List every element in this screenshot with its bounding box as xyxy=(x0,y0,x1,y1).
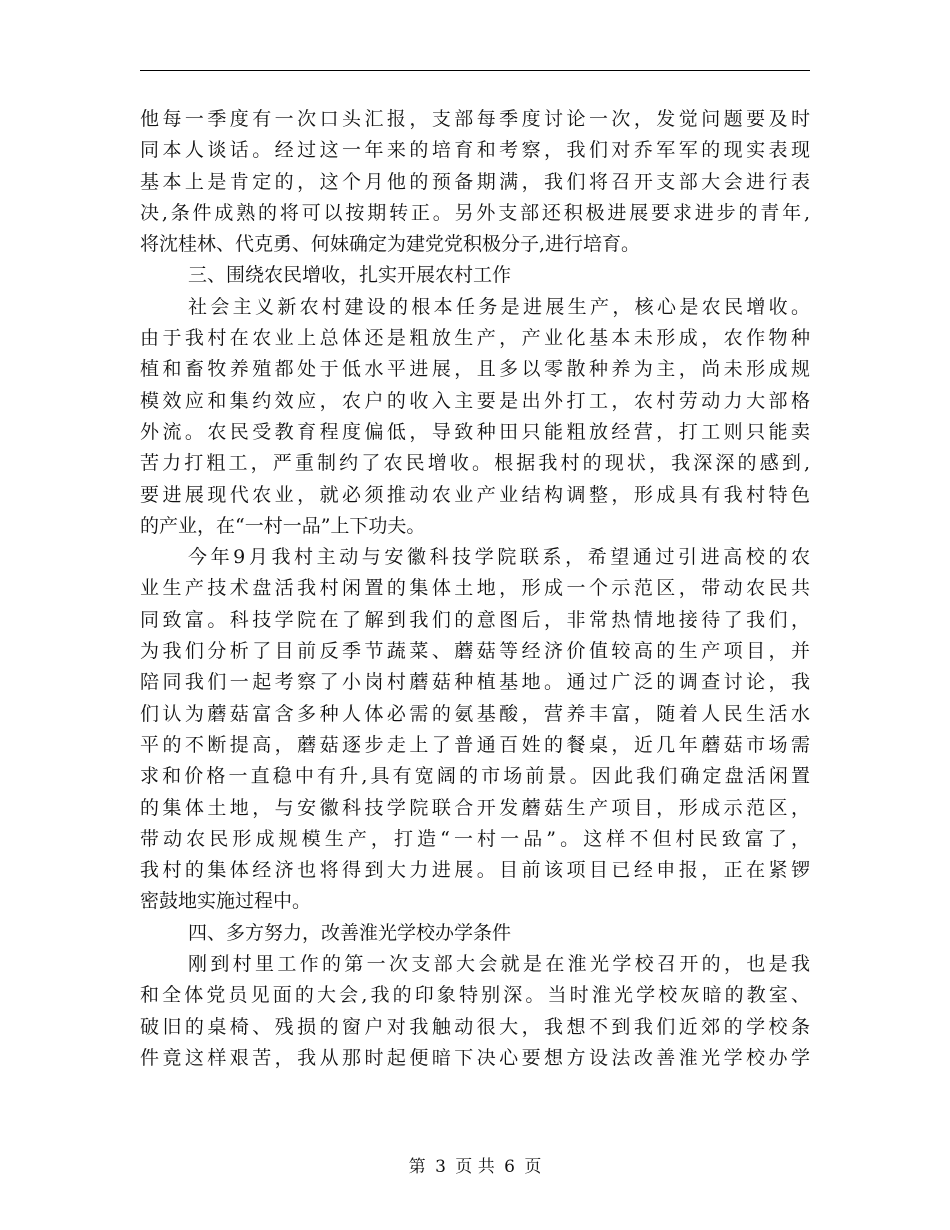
footer-page-number: 3 xyxy=(435,1157,446,1177)
text-line: 同致富。科技学院在了解到我们的意图后，非常热情地接待了我们， xyxy=(140,608,810,631)
text-line: 我村的集体经济也将得到大力进展。目前该项目已经申报，正在紧锣 xyxy=(140,859,810,882)
text-line: 植和畜牧养殖都处于低水平进展，且多以零散种养为主，尚未形成规 xyxy=(140,358,810,381)
header-rule xyxy=(140,70,810,71)
text-line: 由于我村在农业上总体还是粗放生产，产业化基本未形成，农作物种 xyxy=(140,327,810,350)
page-footer xyxy=(0,1152,950,1177)
body-text xyxy=(140,104,810,1074)
text-line: 基本上是肯定的，这个月他的预备期满，我们将召开支部大会进行表 xyxy=(140,170,810,193)
text-line: 密鼓地实施过程中。 xyxy=(140,890,312,913)
text-line: 的产业，在“一村一品”上下功夫。 xyxy=(140,514,426,537)
text-line: 刚到村里工作的第一次支部大会就是在淮光学校召开的，也是我 xyxy=(188,953,810,976)
text-line: 苦力打粗工，严重制约了农民增收。根据我村的现状，我深深的感到, xyxy=(140,452,810,475)
section-heading: 三、围绕农民增收，扎实开展农村工作 xyxy=(188,264,512,287)
text-line: 他每一季度有一次口头汇报，支部每季度讨论一次，发觉问题要及时 xyxy=(140,108,810,130)
footer-suffix: 页 xyxy=(524,1157,542,1177)
text-line: 们认为蘑菇富含多种人体必需的氨基酸，营养丰富，随着人民生活水 xyxy=(140,702,810,725)
text-line: 带动农民形成规模生产，打造“一村一品”。这样不但村民致富了， xyxy=(140,827,810,850)
section-heading: 四、多方努力，改善淮光学校办学条件 xyxy=(188,921,512,944)
text-line: 和全体党员见面的大会,我的印象特别深。当时淮光学校灰暗的教室、 xyxy=(140,984,810,1007)
text-line: 外流。农民受教育程度偏低，导致种田只能粗放经营，打工则只能卖 xyxy=(140,420,810,443)
footer-middle: 页 共 xyxy=(455,1157,495,1177)
text-line: 模效应和集约效应，农户的收入主要是出外打工，农村劳动力大部格 xyxy=(140,389,810,412)
text-line: 求和价格一直稳中有升,具有宽阔的市场前景。因此我们确定盘活闲置 xyxy=(140,765,810,788)
text-line: 同本人谈话。经过这一年来的培育和考察，我们对乔军军的现实表现 xyxy=(140,139,810,162)
text-line: 陪同我们一起考察了小岗村蘑菇种植基地。通过广泛的调查讨论，我 xyxy=(140,671,810,694)
text-line: 将沈桂林、代克勇、何妹确定为建党党积极分子,进行培育。 xyxy=(140,233,641,256)
text-line: 件竟这样艰苦，我从那时起便暗下决心要想方设法改善淮光学校办学 xyxy=(140,1046,810,1069)
text-line: 今年9月我村主动与安徽科技学院联系，希望通过引进高校的农 xyxy=(188,546,810,569)
text-line: 决,条件成熟的将可以按期转正。另外支部还积极进展要求进步的青年, xyxy=(140,201,810,224)
text-line: 破旧的桌椅、残损的窗户对我触动很大，我想不到我们近郊的学校条 xyxy=(140,1015,810,1038)
text-line: 为我们分析了目前反季节蔬菜、蘑菇等经济价值较高的生产项目，并 xyxy=(140,640,810,663)
text-line: 社会主义新农村建设的根本任务是进展生产，核心是农民增收。 xyxy=(188,295,810,318)
text-line: 业生产技术盘活我村闲置的集体土地，形成一个示范区，带动农民共 xyxy=(140,577,810,600)
text-line: 的集体土地，与安徽科技学院联合开发蘑菇生产项目，形成示范区， xyxy=(140,796,810,819)
footer-total-pages: 6 xyxy=(504,1157,515,1177)
text-line: 要进展现代农业，就必须推动农业产业结构调整，形成具有我村特色 xyxy=(140,483,810,506)
footer-prefix: 第 xyxy=(408,1157,426,1177)
text-line: 平的不断提高，蘑菇逐步走上了普通百姓的餐桌，近几年蘑菇市场需 xyxy=(140,733,810,756)
